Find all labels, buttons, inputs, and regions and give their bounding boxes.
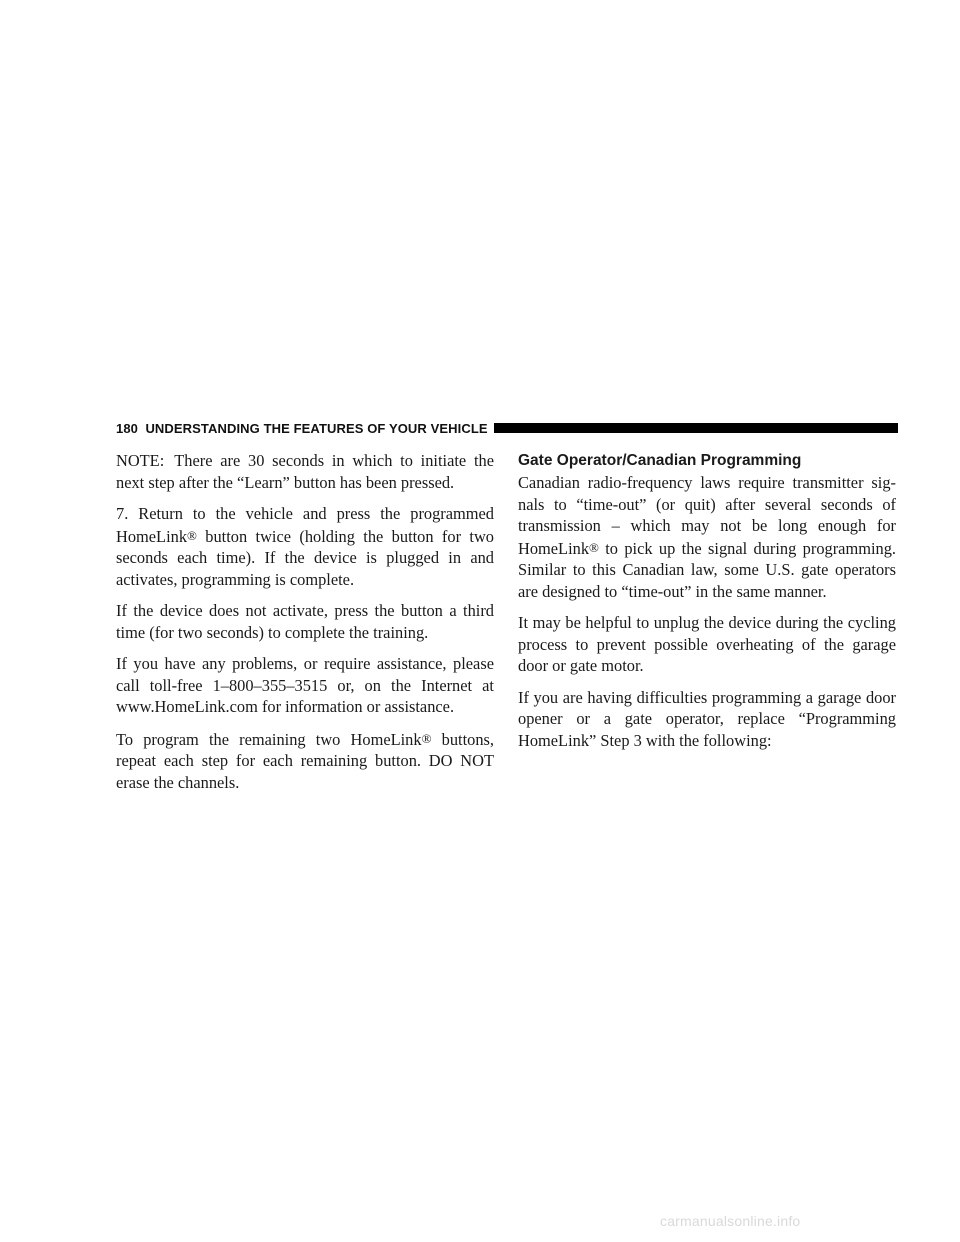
step-7-text-b: button twice (holding the button for two seconds each time). If the device is plugged in and activates, programming is complete. xyxy=(116,526,494,589)
header-rule xyxy=(494,423,898,433)
step-7-text-a: 7. Return to the vehicle and press the programmed HomeLink xyxy=(116,504,494,546)
remaining-text-a: To program the remaining two HomeLink xyxy=(116,729,422,749)
difficulties-paragraph: If you are having difficulties programming a garage door opener or a gate operator, replace “Programming HomeLink” Step 3 with the following: xyxy=(518,687,896,750)
right-column xyxy=(518,450,896,761)
assistance-paragraph: If you have any problems, or require assistance, please call toll-free 1–800–355–3515 or, on the Internet at www.HomeLink.com for information or assistance. xyxy=(116,654,494,716)
canadian-text-b: to pick up the signal during programming. Similar to this Canadian law, some U.S. gate operators are designed to “time-out” in the same manner. xyxy=(518,538,896,601)
watermark-text: carmanualsonline.info xyxy=(660,1213,801,1229)
canadian-laws-paragraph xyxy=(518,472,896,602)
note-label: NOTE: xyxy=(116,451,165,470)
header-page-number: 180 xyxy=(116,420,138,436)
trademark-symbol: ® xyxy=(421,730,432,746)
page-header xyxy=(116,419,898,437)
note-text: There are 30 seconds in which to initiate the next step after the “Learn” button has been pressed. xyxy=(116,451,494,492)
step-7-paragraph xyxy=(116,503,494,590)
note-paragraph xyxy=(116,450,494,493)
remaining-text-b: buttons, repeat each step for each remaining button. DO NOT erase the channels. xyxy=(116,729,494,792)
unplug-paragraph: It may be helpful to unplug the device during the cycling process to prevent possible overheating of the garage door or gate motor. xyxy=(518,613,896,675)
left-column xyxy=(116,450,494,803)
remaining-buttons-paragraph xyxy=(116,728,494,794)
trademark-symbol: ® xyxy=(187,527,197,543)
section-heading: Gate Operator/Canadian Programming xyxy=(518,452,802,469)
header-section-title: UNDERSTANDING THE FEATURES OF YOUR VEHICLE xyxy=(145,420,488,436)
canadian-text-a: Canadian radio-frequency laws require transmitter sig-nals to “time-out” (or quit) after several seconds of transmission – which may not be long enough for HomeLink xyxy=(518,473,896,558)
trademark-symbol: ® xyxy=(589,539,599,555)
third-time-paragraph: If the device does not activate, press the button a third time (for two seconds) to complete the training. xyxy=(116,601,494,642)
